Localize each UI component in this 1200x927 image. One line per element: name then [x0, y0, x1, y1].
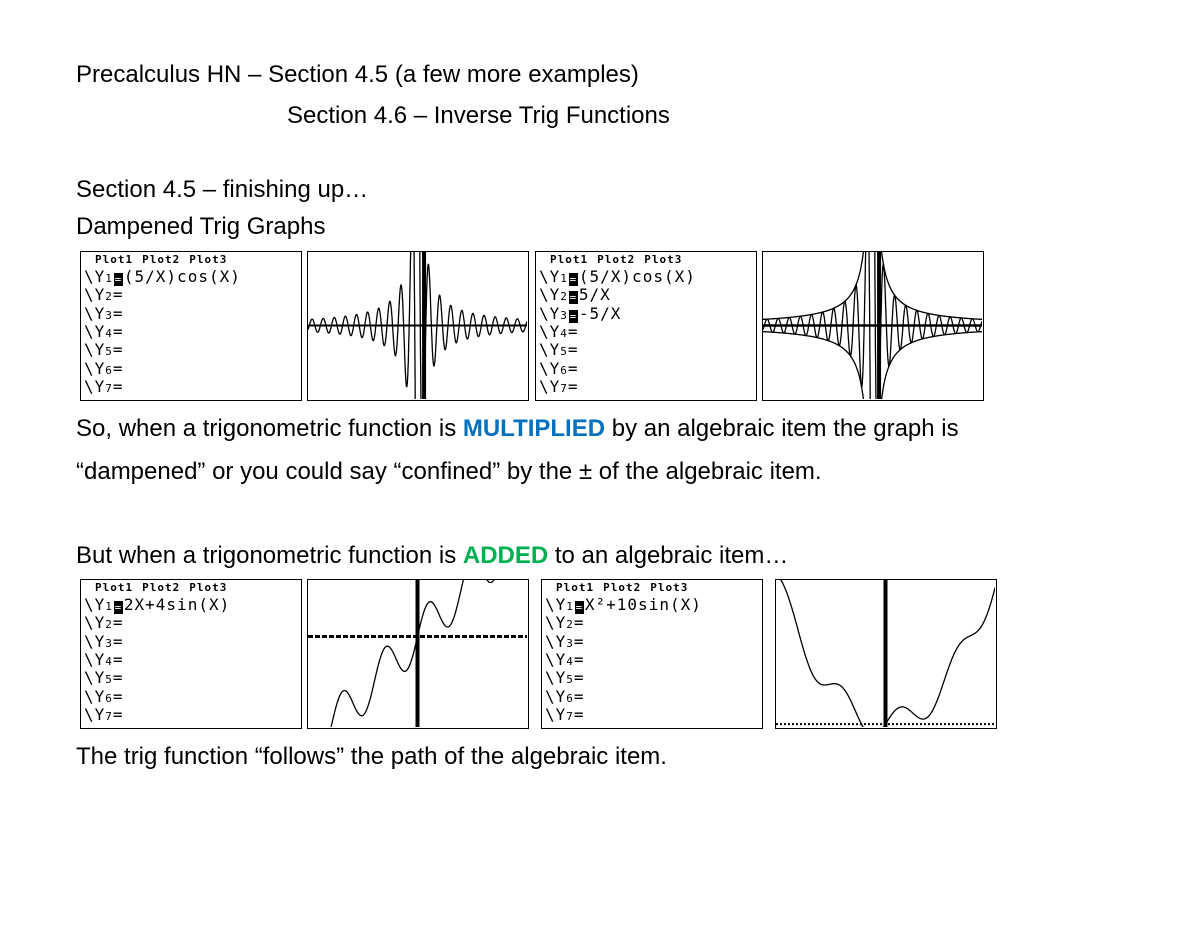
y-label: \Y	[539, 267, 561, 286]
y-index: 4	[105, 654, 113, 668]
y-index: 3	[566, 636, 574, 650]
plot-1-label: Plot1	[556, 581, 595, 594]
plot-menu	[556, 581, 697, 594]
y-expression: =	[112, 321, 124, 341]
y-line-1	[539, 268, 696, 288]
y-expression: =	[567, 376, 579, 396]
y-expression: 5/X	[578, 285, 611, 305]
y-index: 2	[105, 618, 113, 632]
selected-equals-marker: =	[575, 601, 584, 614]
y-label: \Y	[84, 321, 106, 341]
plot-2-label: Plot2	[597, 253, 636, 266]
paragraph-multiplied-line-2	[76, 457, 822, 487]
y-expression: =	[112, 704, 124, 724]
y-index: 6	[566, 691, 574, 705]
plot-2-label: Plot2	[142, 581, 181, 594]
y-index: 4	[560, 326, 568, 340]
y-expression: =	[112, 613, 124, 633]
conclusion: The trig function “follows” the path of the algebraic item.	[76, 743, 667, 770]
y-index: 1	[566, 600, 574, 613]
y-label: \Y	[84, 631, 106, 651]
y-label: \Y	[545, 595, 567, 614]
plot-3-label: Plot3	[650, 581, 689, 594]
selected-equals-marker: =	[114, 601, 123, 614]
p1-text-a: So, when a trigonometric function is	[76, 415, 463, 442]
y-label: \Y	[545, 631, 567, 651]
y-label: \Y	[84, 303, 106, 323]
y-label: \Y	[84, 613, 106, 633]
graph-dampened-with-bounds	[762, 251, 984, 401]
y-index: 5	[566, 673, 574, 687]
y-expression: =	[112, 631, 124, 651]
y-label: \Y	[545, 668, 567, 688]
y-expression: =	[112, 303, 124, 323]
header-line-1: Precalculus HN – Section 4.5 (a few more examples)	[76, 61, 639, 88]
y-label: \Y	[84, 267, 106, 286]
y-label: \Y	[539, 340, 561, 360]
y-expression: =	[112, 668, 124, 688]
plus-minus-symbol: ±	[578, 458, 593, 485]
calc-screen-3	[80, 579, 302, 729]
selected-equals-marker: =	[114, 273, 123, 286]
y-label: \Y	[84, 649, 106, 669]
y-label: \Y	[539, 303, 561, 323]
p2-text-b: to an algebraic item…	[548, 542, 789, 569]
selected-equals-marker: =	[569, 273, 578, 286]
y-label: \Y	[84, 704, 106, 724]
graph-dampened-cos	[307, 251, 529, 401]
y-expression: =	[573, 686, 585, 706]
y-label: \Y	[539, 358, 561, 378]
plot-2-label: Plot2	[603, 581, 642, 594]
plot-menu	[550, 253, 691, 266]
graph-dampened-with-bounds-plot	[763, 252, 982, 399]
y-index: 6	[105, 363, 113, 377]
y-label: \Y	[84, 686, 106, 706]
y-expression: =	[567, 340, 579, 360]
paragraph-multiplied-line-1	[76, 414, 959, 444]
y-label: \Y	[84, 358, 106, 378]
y-index: 3	[560, 308, 568, 322]
plot-menu	[95, 253, 236, 266]
graph-dampened-cos-plot	[308, 252, 527, 399]
y-index: 4	[566, 654, 574, 668]
paragraph-added	[76, 541, 788, 571]
y-expression: =	[112, 285, 124, 305]
y-expression: =	[567, 321, 579, 341]
y-index: 6	[560, 363, 568, 377]
y-index: 5	[105, 345, 113, 359]
y-index: 5	[105, 673, 113, 687]
y-line-1	[545, 596, 702, 616]
section-subtitle: Dampened Trig Graphs	[76, 213, 326, 240]
y-expression: =	[573, 613, 585, 633]
y-index: 7	[566, 709, 574, 723]
y-expression: (5/X)cos(X)	[578, 267, 696, 286]
calc-screen-4	[541, 579, 763, 729]
p2-text-a: But when a trigonometric function is	[76, 542, 463, 569]
y-label: \Y	[539, 321, 561, 341]
y-label: \Y	[539, 285, 561, 305]
graph-linear-plus-sin-plot	[308, 580, 527, 727]
y-label: \Y	[84, 595, 106, 614]
plot-3-label: Plot3	[189, 253, 228, 266]
y-expression: =	[112, 649, 124, 669]
y-expression: =	[567, 358, 579, 378]
y-index: 2	[560, 290, 568, 304]
section-title: Section 4.5 – finishing up…	[76, 176, 369, 203]
y-index: 1	[105, 600, 113, 613]
y-expression: =	[573, 668, 585, 688]
y-index: 7	[105, 381, 113, 395]
y-expression: =	[573, 704, 585, 724]
header-line-2: Section 4.6 – Inverse Trig Functions	[287, 102, 670, 129]
plot-1-label: Plot1	[550, 253, 589, 266]
plot-2-label: Plot2	[142, 253, 181, 266]
calc-screen-2	[535, 251, 757, 401]
y-label: \Y	[545, 686, 567, 706]
y-line-7	[545, 706, 585, 726]
y-index: 5	[560, 345, 568, 359]
y-expression: -5/X	[578, 303, 622, 323]
y-line-1	[84, 596, 230, 616]
plot-3-label: Plot3	[644, 253, 683, 266]
y-line-7	[84, 378, 124, 398]
y-line-7	[539, 378, 579, 398]
y-index: 3	[105, 308, 113, 322]
y-index: 2	[566, 618, 574, 632]
y-expression: =	[112, 358, 124, 378]
y-index: 7	[105, 709, 113, 723]
plot-3-label: Plot3	[189, 581, 228, 594]
y-expression: =	[112, 686, 124, 706]
y-index: 7	[560, 381, 568, 395]
y-expression: =	[573, 649, 585, 669]
y-label: \Y	[84, 376, 106, 396]
multiplied-highlight: MULTIPLIED	[462, 415, 606, 442]
graph-quadratic-plus-sin	[775, 579, 997, 729]
plot-1-label: Plot1	[95, 581, 134, 594]
y-expression: =	[112, 340, 124, 360]
plot-1-label: Plot1	[95, 253, 134, 266]
y-index: 6	[105, 691, 113, 705]
y-label: \Y	[539, 376, 561, 396]
y-label: \Y	[84, 340, 106, 360]
y-expression: (5/X)cos(X)	[123, 267, 241, 286]
y-index: 3	[105, 636, 113, 650]
y-index: 4	[105, 326, 113, 340]
plot-menu	[95, 581, 236, 594]
p1-line2-b: of the algebraic item.	[592, 458, 822, 485]
y-label: \Y	[545, 649, 567, 669]
graph-quadratic-plus-sin-plot	[776, 580, 995, 727]
y-label: \Y	[545, 704, 567, 724]
y-expression: X²+10sin(X)	[584, 595, 702, 614]
y-expression: 2X+4sin(X)	[123, 595, 231, 614]
y-index: 1	[105, 272, 113, 285]
p1-text-b: by an algebraic item the graph is	[605, 415, 959, 442]
y-label: \Y	[545, 613, 567, 633]
y-label: \Y	[84, 285, 106, 305]
y-line-1	[84, 268, 241, 288]
calc-screen-1	[80, 251, 302, 401]
added-highlight: ADDED	[462, 542, 549, 569]
y-expression: =	[573, 631, 585, 651]
selected-equals-marker: =	[569, 309, 578, 323]
y-label: \Y	[84, 668, 106, 688]
graph-linear-plus-sin	[307, 579, 529, 729]
selected-equals-marker: =	[569, 291, 578, 305]
y-line-7	[84, 706, 124, 726]
y-expression: =	[112, 376, 124, 396]
p1-line2-a: “dampened” or you could say “confined” by the	[76, 458, 579, 485]
y-index: 2	[105, 290, 113, 304]
y-index: 1	[560, 272, 568, 285]
